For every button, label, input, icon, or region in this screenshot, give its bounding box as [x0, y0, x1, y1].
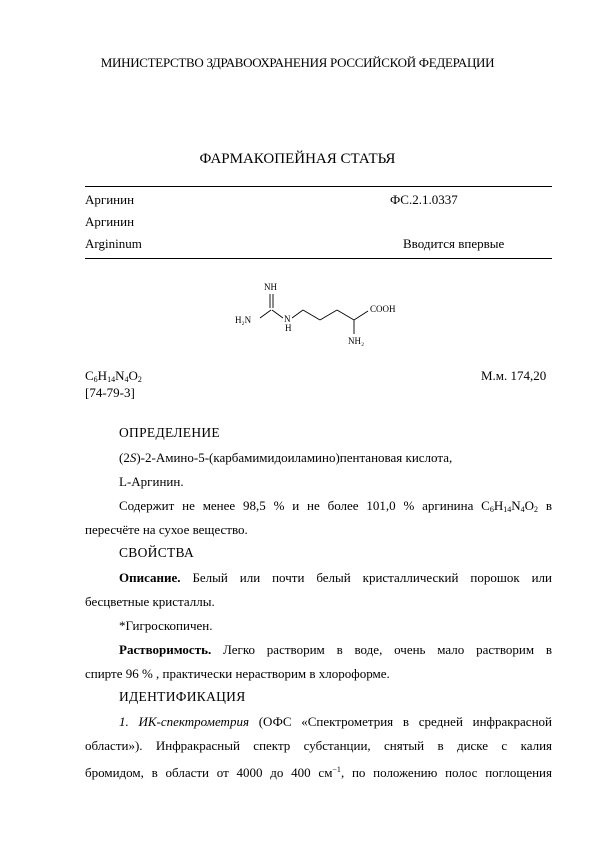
- description-line1: Описание. Белый или почти белый кристаллический порошок или: [119, 570, 552, 585]
- article-code: ФС.2.1.0337: [390, 192, 458, 207]
- molecular-formula: $C_6H_{14}N_4O_2$: [85, 368, 142, 384]
- name-latin: Argininum: [85, 236, 142, 251]
- definition-content-line1: Содержит не менее 98,5 % и не более 101,0 % аргинина $C_6H_{14}N_4O_2$ в: [119, 498, 552, 514]
- struct-cooh: COOH: [370, 304, 396, 314]
- definition-iupac: (2S)-2-Амино-5-(карбамимидоиламино)пентановая кислота,: [119, 450, 453, 465]
- struct-h: H: [285, 323, 292, 333]
- ir-line1: 1. ИК-спектрометрия (ОФС «Спектрометрия в средней инфракрасной: [119, 714, 552, 729]
- section-definition-heading: ОПРЕДЕЛЕНИЕ: [119, 425, 220, 440]
- solubility-line1: Растворимость. Легко растворим в воде, очень мало растворим в: [119, 642, 552, 657]
- divider-bottom: [85, 258, 552, 259]
- struct-h2n: H₂N: [235, 315, 252, 325]
- definition-content-line2: пересчёте на сухое вещество.: [85, 522, 248, 537]
- description-line2: бесцветные кристаллы.: [85, 594, 215, 609]
- solubility-line2: спирте 96 % , практически нерастворим в хлороформе.: [85, 666, 390, 681]
- struct-n: N: [284, 314, 291, 324]
- molecular-mass: М.м. 174,20: [481, 368, 547, 383]
- section-identification-heading: ИДЕНТИФИКАЦИЯ: [119, 689, 246, 704]
- name-ru-2: Аргинин: [85, 214, 135, 229]
- hygroscopic-note: *Гигроскопичен.: [119, 618, 213, 633]
- page-title: ФАРМАКОПЕЙНАЯ СТАТЬЯ: [199, 151, 396, 167]
- article-status: Вводится впервые: [403, 236, 505, 251]
- ministry-header: МИНИСТЕРСТВО ЗДРАВООХРАНЕНИЯ РОССИЙСКОЙ ФЕДЕРАЦИИ: [100, 55, 495, 70]
- cas-number: [74-79-3]: [85, 385, 135, 400]
- divider-top: [85, 186, 552, 187]
- ir-line3: бромидом, в области от 4000 до 400 $см^{-1}$, по положению полос поглощения: [85, 765, 552, 780]
- structural-formula: [230, 278, 410, 353]
- definition-name: L-Аргинин.: [119, 474, 184, 489]
- ir-line2: области»). Инфракрасный спектр субстанции, снятый в диске с калия: [85, 738, 552, 753]
- struct-nh: NH: [264, 282, 277, 292]
- struct-nh2: NH₂: [348, 336, 365, 346]
- section-properties-heading: СВОЙСТВА: [119, 545, 195, 560]
- name-ru-1: Аргинин: [85, 192, 135, 207]
